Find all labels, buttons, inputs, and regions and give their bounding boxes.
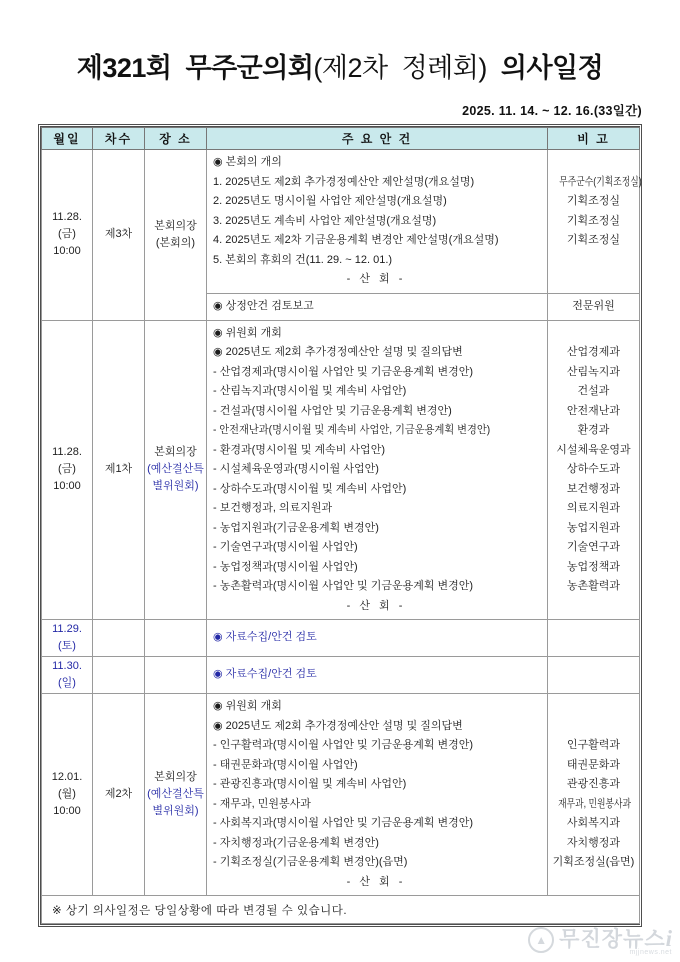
remarks-line-text: 기획조정실(읍면): [552, 856, 635, 868]
watermark: [528, 923, 672, 956]
agenda-line: [207, 853, 545, 873]
remarks-line-text: 기획조정실: [566, 214, 621, 227]
agenda-line-text: ◉ 상정안건 검토보고: [213, 299, 314, 312]
place-sub: (예산결산특: [147, 463, 204, 476]
remarks-line-text: 관광진흥과: [566, 778, 621, 790]
agenda-line: [207, 460, 545, 480]
footer-note-row: [42, 896, 640, 924]
date-line: 12.01.: [51, 771, 83, 783]
agenda-line-text: 1. 2025년도 제2회 추가경정예산안 제안설명(개요설명): [213, 175, 475, 188]
remarks-line: [549, 628, 638, 648]
watermark-suffix: i: [665, 926, 672, 951]
remarks-line-text: 환경과: [577, 424, 610, 436]
agenda-line-text: - 농촌활력과(명시이월 사업안 및 기금운용계획 변경안): [213, 580, 474, 592]
remarks-line-text: 자치행정과: [566, 836, 621, 849]
remarks-cell: [548, 694, 640, 896]
agenda-cell: [207, 657, 548, 694]
remarks-line: [549, 324, 638, 344]
agenda-line: [207, 736, 545, 756]
remarks-line-text: 산림녹지과: [566, 365, 621, 378]
remarks-line-text: [592, 273, 595, 285]
agenda-line: [207, 814, 545, 834]
schedule-row: [42, 150, 640, 294]
agenda-line: [207, 173, 545, 193]
agenda-line-text: - 농업지원과(기금운용계획 변경안): [213, 521, 379, 534]
remarks-line: [549, 231, 638, 251]
remarks-line: [549, 402, 638, 422]
remarks-line-text: 산업경제과: [566, 346, 621, 358]
date-range: 2025. 11. 14. ~ 12. 16.(33일간): [462, 104, 642, 118]
page-title: [0, 46, 680, 85]
date-line: 11.29.: [52, 623, 82, 635]
agenda-line-text: - 산 회 -: [346, 273, 406, 285]
remarks-cell: [548, 657, 640, 694]
agenda-line: [207, 834, 545, 854]
remarks-line-text: 기획조정실: [566, 195, 621, 207]
agenda-line: [207, 231, 545, 251]
agenda-line-text: - 사회복지과(명시이월 사업안 및 기금운용계획 변경안): [213, 817, 474, 829]
date-line: (금): [58, 228, 76, 241]
agenda-line-text: - 안전재난과(명시이월 및 계속비 사업안, 기금운용계획 변경안): [213, 424, 491, 436]
agenda-line: [207, 297, 545, 317]
remarks-line: [549, 421, 638, 441]
session-cell: 제1차: [93, 320, 145, 620]
agenda-line: [207, 775, 545, 795]
agenda-line: [207, 873, 545, 893]
agenda-line: [207, 597, 545, 617]
remarks-line: [549, 873, 638, 893]
agenda-line-text: 5. 본회의 휴회의 건(11. 29. ~ 12. 01.): [213, 253, 393, 266]
remarks-line-text: [592, 254, 595, 266]
remarks-line-text: 무주군수(기획조정실): [559, 175, 642, 188]
place-sub: 별위원회): [152, 805, 199, 817]
session-cell: 제2차: [93, 694, 145, 896]
agenda-line: [207, 192, 545, 212]
remarks-line-text: [592, 876, 595, 888]
remarks-line-text: 안전재난과: [566, 404, 621, 417]
remarks-line: [549, 251, 638, 271]
agenda-line-text: - 산업경제과(명시이월 사업안 및 기금운용계획 변경안): [213, 365, 474, 378]
news-logo-icon: ▲: [528, 927, 554, 953]
date-line: 10:00: [53, 805, 81, 817]
agenda-line: [207, 756, 545, 776]
remarks-line: [549, 343, 638, 363]
col-header-agenda: 주 요 안 건: [207, 128, 548, 150]
agenda-cell: [207, 620, 548, 657]
agenda-line: [207, 558, 545, 578]
agenda-line-text: 3. 2025년도 계속비 사업안 제안설명(개요설명): [213, 214, 437, 227]
remarks-line: [549, 577, 638, 597]
remarks-line-text: [592, 156, 595, 168]
agenda-line: [207, 697, 545, 717]
schedule-row: [42, 320, 640, 620]
agenda-line-text: - 농업정책과(명시이월 사업안): [213, 560, 358, 573]
remarks-line-text: [592, 327, 595, 339]
remarks-line: [549, 480, 638, 500]
agenda-cell: [207, 150, 548, 294]
col-header-session: 차수: [93, 128, 145, 150]
agenda-line: [207, 212, 545, 232]
remarks-line: [549, 519, 638, 539]
place-main: 본회의장: [154, 219, 197, 232]
agenda-line: [207, 717, 545, 737]
agenda-line-text: - 산 회 -: [346, 599, 406, 612]
place-sub: (본회의): [155, 236, 196, 249]
place-sub: 별위원회): [152, 480, 199, 493]
agenda-line: [207, 480, 545, 500]
agenda-line: [207, 343, 545, 363]
remarks-line-text: 의료지원과: [566, 502, 621, 514]
remarks-line-text: [592, 700, 595, 712]
agenda-line-text: - 산 회 -: [346, 875, 406, 888]
title-session-number: 제321회 무주군의회: [76, 53, 314, 83]
schedule-table: [41, 127, 640, 924]
agenda-line: [207, 363, 545, 383]
agenda-line-text: ◉ 2025년도 제2회 추가경정예산안 설명 및 질의답변: [213, 346, 463, 358]
remarks-line: [549, 558, 638, 578]
date-cell: [42, 694, 93, 896]
watermark-name: 무진장뉴스: [559, 928, 666, 951]
agenda-line-text: - 자치행정과(기금운용계획 변경안): [213, 836, 379, 849]
remarks-line-text: 인구활력과: [566, 739, 621, 751]
col-header-remarks: 비 고: [548, 128, 640, 150]
date-line: 10:00: [53, 480, 81, 493]
agenda-line: [207, 270, 545, 290]
agenda-line-text: ◉ 위원회 개회: [213, 326, 282, 339]
remarks-line: [549, 756, 638, 776]
remarks-line: [549, 775, 638, 795]
date-cell: [42, 620, 93, 657]
remarks-line: [549, 795, 638, 815]
agenda-line-text: - 상하수도과(명시이월 및 계속비 사업안): [213, 482, 407, 495]
remarks-line-text: [592, 631, 595, 643]
remarks-line: [549, 441, 638, 461]
remarks-line: [549, 538, 638, 558]
agenda-line-text: ◉ 자료수집/안건 검토: [213, 631, 317, 644]
agenda-line: [207, 251, 545, 271]
agenda-line: [207, 628, 545, 648]
session-cell: 제3차: [93, 150, 145, 321]
remarks-line-text: [592, 668, 595, 680]
agenda-line: [207, 402, 545, 422]
remarks-line-text: 건설과: [577, 385, 610, 397]
agenda-line-text: ◉ 자료수집/안건 검토: [213, 668, 317, 681]
remarks-line-text: 기술연구과: [566, 541, 621, 553]
remarks-line: [549, 297, 638, 317]
remarks-line: [549, 460, 638, 480]
remarks-cell: [548, 620, 640, 657]
agenda-cell: [207, 293, 548, 320]
date-cell: [42, 657, 93, 694]
agenda-line-text: - 기술연구과(명시이월 사업안): [213, 541, 358, 553]
remarks-line: [549, 270, 638, 290]
remarks-line-text: 전문위원: [572, 299, 615, 312]
remarks-line: [549, 697, 638, 717]
remarks-line: [549, 736, 638, 756]
title-schedule-label: 의사일정: [500, 53, 604, 83]
agenda-line: [207, 324, 545, 344]
remarks-cell: [548, 150, 640, 294]
remarks-line: [549, 717, 638, 737]
remarks-line-text: 보건행정과: [566, 482, 621, 495]
session-cell: [93, 657, 145, 694]
table-header: [42, 128, 640, 150]
agenda-line: [207, 538, 545, 558]
schedule-row: [42, 657, 640, 694]
date-line: (월): [58, 788, 76, 800]
place-cell: [145, 694, 207, 896]
schedule-table-wrap: [38, 124, 642, 927]
col-header-date: 월일: [42, 128, 93, 150]
place-cell: [145, 320, 207, 620]
agenda-line: [207, 441, 545, 461]
remarks-line: [549, 212, 638, 232]
agenda-line: [207, 153, 545, 173]
date-line: (금): [58, 463, 76, 476]
remarks-line: [549, 665, 638, 685]
agenda-line-text: - 태권문화과(명시이월 사업안): [213, 758, 358, 771]
date-line: 11.30.: [52, 660, 82, 672]
remarks-line-text: [592, 720, 595, 732]
remarks-line-text: 농촌활력과: [566, 580, 621, 592]
place-cell: [145, 657, 207, 694]
place-sub: (예산결산특: [147, 788, 204, 800]
agenda-line-text: - 산림녹지과(명시이월 및 계속비 사업안): [213, 385, 407, 397]
agenda-line-text: - 건설과(명시이월 사업안 및 기금운용계획 변경안): [213, 404, 452, 417]
place-cell: [145, 620, 207, 657]
remarks-cell: [548, 320, 640, 620]
agenda-line-text: ◉ 본회의 개의: [213, 156, 282, 168]
agenda-line: [207, 665, 545, 685]
remarks-line: [549, 173, 642, 193]
date-cell: [42, 150, 93, 321]
session-cell: [93, 620, 145, 657]
remarks-line-text: 시설체육운영과: [556, 443, 631, 456]
agenda-line-text: - 보건행정과, 의료지원과: [213, 502, 333, 514]
remarks-line: [549, 834, 638, 854]
remarks-line-text: 농업정책과: [566, 560, 621, 573]
remarks-line-text: 상하수도과: [566, 463, 621, 475]
remarks-line: [549, 499, 638, 519]
schedule-row: [42, 620, 640, 657]
date-line: (일): [58, 677, 76, 689]
agenda-cell: [207, 320, 548, 620]
place-cell: [145, 150, 207, 321]
watermark-domain: mjjnews.net: [629, 949, 672, 956]
agenda-line-text: - 인구활력과(명시이월 사업안 및 기금운용계획 변경안): [213, 739, 474, 751]
agenda-line-text: - 관광진흥과(명시이월 및 계속비 사업안): [213, 778, 407, 790]
place-main: 본회의장: [154, 446, 197, 459]
agenda-line: [207, 795, 545, 815]
agenda-cell: [207, 694, 548, 896]
remarks-line-text: 농업지원과: [566, 521, 621, 534]
remarks-line: [549, 363, 638, 383]
remarks-cell: [548, 293, 640, 320]
agenda-line: [207, 519, 545, 539]
agenda-line-text: 4. 2025년도 제2차 기금운용계획 변경안 제안설명(개요설명): [213, 234, 499, 246]
agenda-line-text: - 기획조정실(기금운용계획 변경안)(읍면): [213, 856, 408, 868]
agenda-line: [207, 499, 545, 519]
agenda-line-text: 2. 2025년도 명시이월 사업안 제안설명(개요설명): [213, 195, 447, 207]
remarks-line-text: 기획조정실: [566, 234, 621, 246]
agenda-line: [207, 577, 545, 597]
title-subsession: (제2차 정례회): [313, 53, 487, 83]
agenda-line: [207, 382, 545, 402]
agenda-line-text: ◉ 위원회 개회: [213, 700, 282, 712]
remarks-line-text: 사회복지과: [566, 817, 621, 829]
date-line: (토): [58, 640, 76, 652]
remarks-line-text: 태권문화과: [566, 758, 621, 771]
remarks-line: [549, 814, 638, 834]
agenda-line-text: - 시설체육운영과(명시이월 사업안): [213, 463, 379, 475]
remarks-line: [549, 597, 638, 617]
place-main: 본회의장: [154, 771, 197, 783]
agenda-line: [207, 421, 545, 441]
agenda-line-text: - 환경과(명시이월 및 계속비 사업안): [213, 443, 385, 456]
date-line: 11.28.: [52, 211, 82, 224]
remarks-line-text: 재무과, 민원봉사과: [558, 797, 632, 810]
remarks-line: [549, 853, 638, 873]
remarks-line: [549, 192, 638, 212]
agenda-line-text: ◉ 2025년도 제2회 추가경정예산안 설명 및 질의답변: [213, 719, 463, 732]
remarks-line: [549, 382, 638, 402]
date-line: 11.28.: [52, 446, 82, 459]
remarks-line: [549, 153, 638, 173]
schedule-row: [42, 694, 640, 896]
agenda-line-text: - 재무과, 민원봉사과: [213, 797, 311, 810]
col-header-place: 장 소: [145, 128, 207, 150]
footer-note: ※ 상기 의사일정은 당일상황에 따라 변경될 수 있습니다.: [42, 896, 640, 924]
date-line: 10:00: [53, 245, 81, 258]
date-cell: [42, 320, 93, 620]
remarks-line-text: [592, 600, 595, 612]
